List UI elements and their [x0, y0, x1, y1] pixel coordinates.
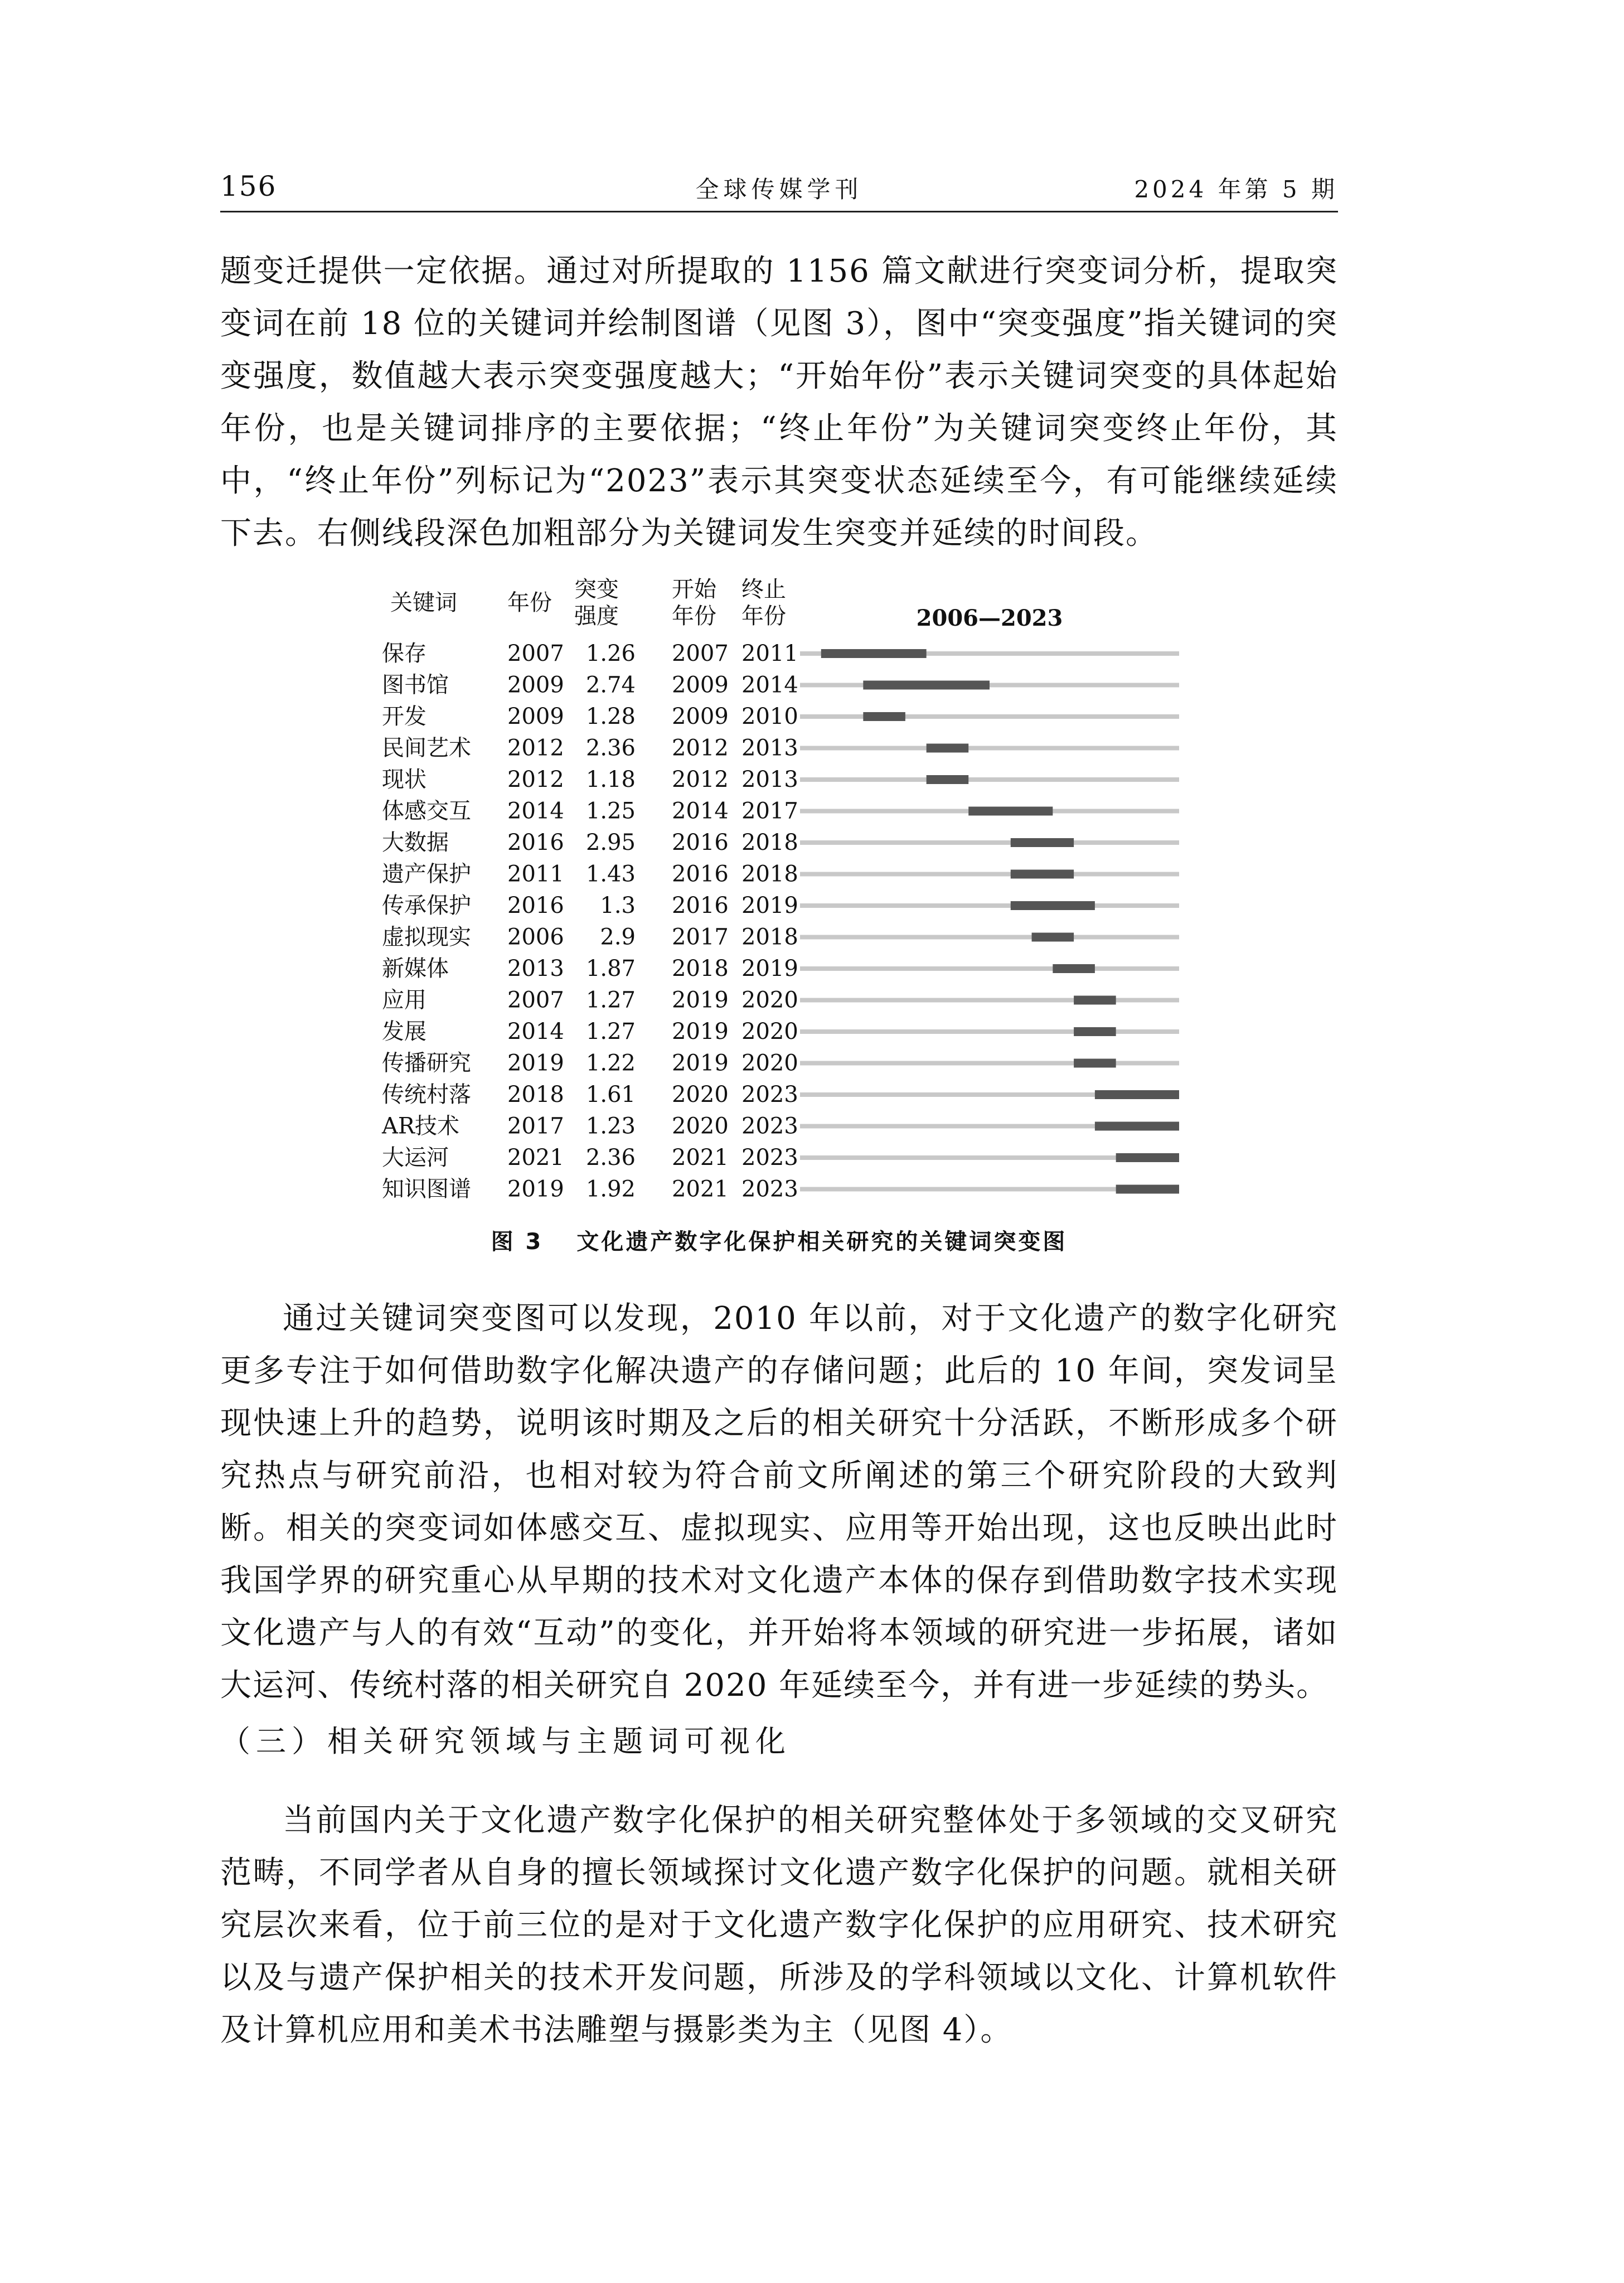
- burst-segment: [821, 649, 927, 658]
- row-year: 2013: [507, 956, 564, 981]
- column-header: 年份: [507, 590, 552, 616]
- timeline-bar: [800, 777, 1179, 782]
- row-end: 2023: [741, 1145, 798, 1170]
- timeline-bar: [800, 966, 1179, 971]
- row-end: 2020: [741, 1050, 798, 1076]
- row-keyword: 图书馆: [382, 672, 449, 698]
- row-strength: 2.95: [585, 830, 636, 855]
- row-keyword: 应用: [382, 987, 426, 1013]
- row-end: 2010: [741, 704, 798, 729]
- row-begin: 2007: [672, 641, 729, 666]
- row-keyword: 新媒体: [382, 956, 449, 981]
- row-year: 2017: [507, 1113, 564, 1139]
- row-strength: 1.23: [585, 1113, 636, 1139]
- row-strength: 1.25: [585, 798, 636, 824]
- row-keyword: 保存: [382, 641, 426, 666]
- column-header: 年份: [672, 603, 716, 629]
- burst-figure: [374, 574, 1187, 1255]
- column-header: 年份: [741, 603, 786, 629]
- journal-title: 全球传媒学刊: [695, 176, 863, 203]
- row-end: 2018: [741, 861, 798, 887]
- burst-segment: [1011, 870, 1074, 879]
- row-year: 2006: [507, 924, 564, 950]
- row-keyword: 开发: [382, 704, 426, 729]
- row-year: 2009: [507, 672, 564, 698]
- burst-segment: [1116, 1153, 1179, 1162]
- row-keyword: AR技术: [382, 1113, 460, 1139]
- row-end: 2023: [741, 1082, 798, 1107]
- body-paragraph-1: 题变迁提供一定依据。通过对所提取的 1156 篇文献进行突变词分析，提取突变词在前 18 位的关键词并绘制图谱（见图 3），图中“突变强度”指关键词的突变强度，数值越大表示突变强度越大；“开始年份”表示关键词突变的具体起始年份，也是关键词排序的主要依据；“终止年份”为关键词突变终止年份，其中，“终止年份”列标记为“2023”表示其突变状态延续至今，有可能继续延续下去。右侧线段深色加粗部分为关键词发生突变并延续的时间段。: [220, 253, 1338, 552]
- burst-segment: [1011, 838, 1074, 847]
- timeline-bar: [800, 840, 1179, 845]
- body-paragraph-3: 当前国内关于文化遗产数字化保护的相关研究整体处于多领域的交叉研究范畴，不同学者从自身的擅长领域探讨文化遗产数字化保护的问题。就相关研究层次来看，位于前三位的是对于文化遗产数字化保护的应用研究、技术研究以及与遗产保护相关的技术开发问题，所涉及的学科领域以文化、计算机软件及计算机应用和美术书法雕塑与摄影类为主（见图 4）。: [220, 1802, 1338, 2048]
- row-year: 2019: [507, 1176, 564, 1202]
- row-begin: 2020: [672, 1082, 729, 1107]
- row-keyword: 大运河: [382, 1145, 449, 1170]
- figure-caption-text: 文化遗产数字化保护相关研究的关键词突变图: [576, 1229, 1068, 1255]
- row-end: 2019: [741, 893, 798, 918]
- issue-label: 2024 年第 5 期: [1134, 176, 1338, 203]
- row-begin: 2019: [672, 1019, 729, 1044]
- row-begin: 2019: [672, 987, 729, 1013]
- column-header: 开始: [672, 577, 716, 602]
- row-year: 2011: [507, 861, 564, 887]
- burst-segment: [1095, 1090, 1179, 1099]
- row-strength: 1.92: [585, 1176, 636, 1202]
- burst-segment: [968, 807, 1053, 816]
- burst-segment: [1074, 1059, 1116, 1068]
- row-end: 2023: [741, 1176, 798, 1202]
- row-year: 2007: [507, 987, 564, 1013]
- row-strength: 1.3: [600, 893, 636, 918]
- timeline-bar: [800, 1061, 1179, 1066]
- timeline-bar: [800, 714, 1179, 719]
- timeline-bar: [800, 1029, 1179, 1034]
- row-strength: 1.61: [585, 1082, 636, 1107]
- row-begin: 2016: [672, 893, 729, 918]
- row-strength: 1.43: [585, 861, 636, 887]
- burst-chart: [374, 574, 1187, 1221]
- timeline-bar: [800, 935, 1179, 940]
- row-begin: 2018: [672, 956, 729, 981]
- row-begin: 2021: [672, 1145, 729, 1170]
- row-begin: 2012: [672, 735, 729, 761]
- burst-segment: [863, 712, 905, 721]
- row-keyword: 发展: [382, 1019, 426, 1044]
- burst-segment: [1053, 964, 1095, 973]
- page-number: 156: [220, 170, 277, 202]
- row-year: 2009: [507, 704, 564, 729]
- row-begin: 2019: [672, 1050, 729, 1076]
- row-strength: 1.28: [585, 704, 636, 729]
- row-keyword: 大数据: [382, 830, 449, 855]
- row-keyword: 民间艺术: [382, 735, 471, 761]
- row-keyword: 虚拟现实: [382, 924, 471, 950]
- row-strength: 1.27: [585, 1019, 636, 1044]
- row-end: 2020: [741, 1019, 798, 1044]
- row-end: 2018: [741, 924, 798, 950]
- column-header: 关键词: [390, 590, 457, 616]
- burst-segment: [927, 775, 969, 784]
- timeline-bar: [800, 746, 1179, 751]
- row-begin: 2021: [672, 1176, 729, 1202]
- row-begin: 2017: [672, 924, 729, 950]
- row-begin: 2009: [672, 672, 729, 698]
- row-end: 2013: [741, 767, 798, 792]
- burst-segment: [1074, 996, 1116, 1005]
- timeline-bar: [800, 872, 1179, 877]
- row-year: 2007: [507, 641, 564, 666]
- row-begin: 2009: [672, 704, 729, 729]
- row-keyword: 传统村落: [382, 1082, 471, 1107]
- row-year: 2012: [507, 767, 564, 792]
- figure-number: 图 3: [491, 1229, 544, 1255]
- timeline-title: 2006—2023: [916, 605, 1063, 631]
- burst-segment: [863, 681, 990, 690]
- row-year: 2021: [507, 1145, 564, 1170]
- row-end: 2014: [741, 672, 798, 698]
- row-end: 2011: [741, 641, 798, 666]
- burst-segment: [1032, 933, 1074, 942]
- row-begin: 2016: [672, 830, 729, 855]
- row-end: 2013: [741, 735, 798, 761]
- column-header: 突变: [574, 577, 619, 602]
- row-keyword: 传承保护: [382, 893, 471, 918]
- row-year: 2014: [507, 798, 564, 824]
- running-header: [220, 165, 1338, 209]
- burst-segment: [1095, 1122, 1179, 1131]
- row-end: 2023: [741, 1113, 798, 1139]
- figure-caption: [220, 1224, 1338, 1256]
- row-end: 2019: [741, 956, 798, 981]
- row-begin: 2016: [672, 861, 729, 887]
- row-keyword: 体感交互: [382, 798, 471, 824]
- row-end: 2017: [741, 798, 798, 824]
- row-begin: 2014: [672, 798, 729, 824]
- row-strength: 1.26: [585, 641, 636, 666]
- timeline-bar: [800, 998, 1179, 1003]
- burst-segment: [1011, 901, 1095, 910]
- row-end: 2018: [741, 830, 798, 855]
- body-paragraph-2: 通过关键词突变图可以发现，2010 年以前，对于文化遗产的数字化研究更多专注于如何借助数字化解决遗产的存储问题；此后的 10 年间，突发词呈现快速上升的趋势，说明该时期及之后的相关研究十分活跃，不断形成多个研究热点与研究前沿，也相对较为符合前文所阐述的第三个研究阶段的大致判断。相关的突变词如体感交互、虚拟现实、应用等开始出现，这也反映出此时我国学界的研究重心从早期的技术对文化遗产本体的保存到借助数字技术实现文化遗产与人的有效“互动”的变化，并开始将本领域的研究进一步拓展，诸如大运河、传统村落的相关研究自 2020 年延续至今，并有进一步延续的势头。: [220, 1300, 1338, 1704]
- row-keyword: 现状: [382, 767, 426, 792]
- column-header: 终止: [741, 577, 786, 602]
- section-heading: （三）相关研究领域与主题词可视化: [220, 1724, 791, 1759]
- row-strength: 2.74: [585, 672, 636, 698]
- row-strength: 1.87: [585, 956, 636, 981]
- row-year: 2019: [507, 1050, 564, 1076]
- row-strength: 2.9: [600, 924, 636, 950]
- burst-segment: [1116, 1185, 1179, 1194]
- row-strength: 1.18: [585, 767, 636, 792]
- row-keyword: 知识图谱: [382, 1176, 471, 1202]
- row-strength: 2.36: [585, 735, 636, 761]
- timeline-bar: [800, 903, 1179, 908]
- row-begin: 2020: [672, 1113, 729, 1139]
- row-year: 2014: [507, 1019, 564, 1044]
- burst-segment: [927, 744, 969, 753]
- row-end: 2020: [741, 987, 798, 1013]
- header-rule: [220, 211, 1338, 212]
- row-year: 2016: [507, 893, 564, 918]
- row-begin: 2012: [672, 767, 729, 792]
- row-year: 2016: [507, 830, 564, 855]
- column-header: 强度: [574, 603, 619, 629]
- row-year: 2018: [507, 1082, 564, 1107]
- row-strength: 2.36: [585, 1145, 636, 1170]
- burst-segment: [1074, 1027, 1116, 1036]
- row-strength: 1.22: [585, 1050, 636, 1076]
- row-year: 2012: [507, 735, 564, 761]
- row-keyword: 传播研究: [382, 1050, 471, 1076]
- row-strength: 1.27: [585, 987, 636, 1013]
- row-keyword: 遗产保护: [382, 861, 471, 887]
